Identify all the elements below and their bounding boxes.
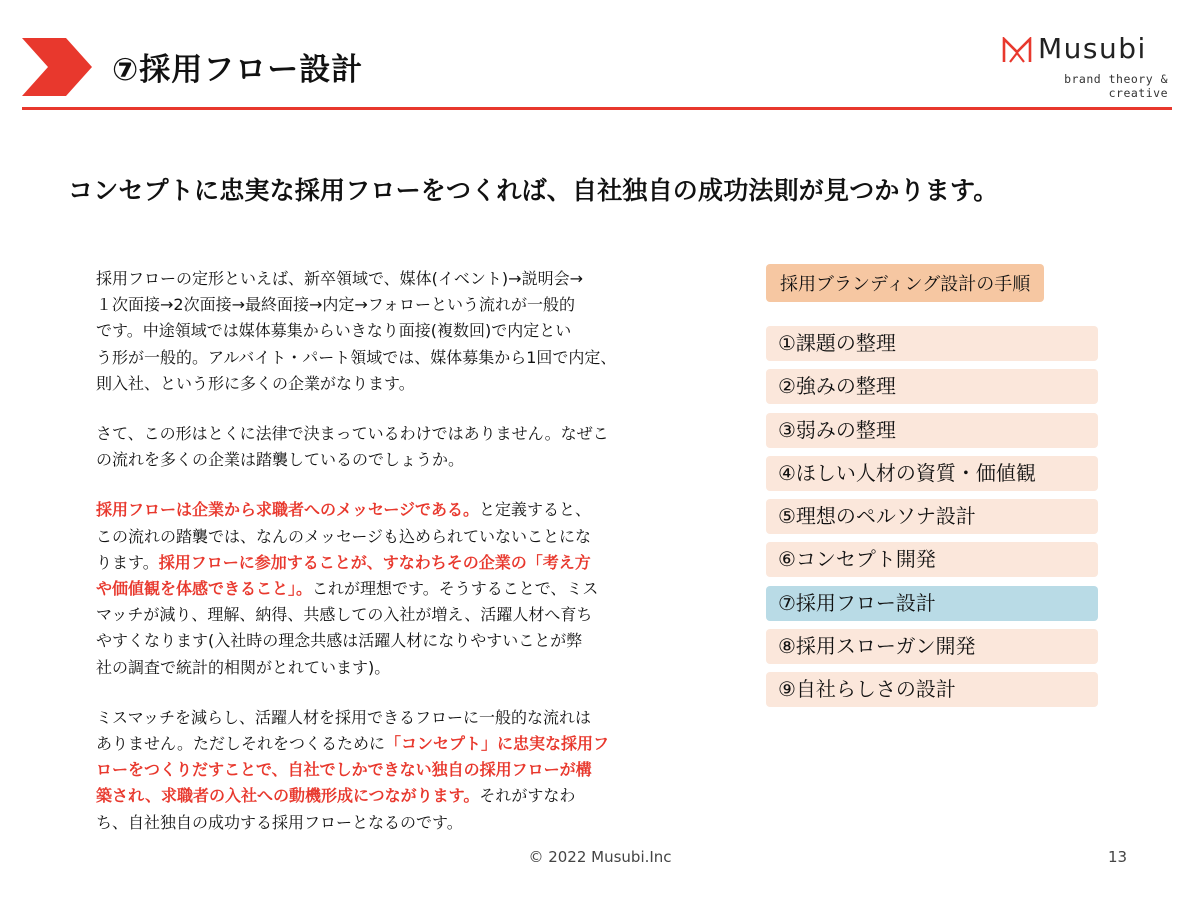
step-item-1: ①課題の整理 bbox=[766, 326, 1098, 361]
step-item-9: ⑨自社らしさの設計 bbox=[766, 672, 1098, 707]
design-steps-panel bbox=[766, 264, 1098, 702]
step-item-6: ⑥コンセプト開発 bbox=[766, 542, 1098, 577]
body-text-span: それがすなわ ち、自社独自の成功する採用フローとなるのです。 bbox=[96, 786, 576, 832]
paragraph-4 bbox=[96, 705, 686, 836]
highlight-text: 採用フローに参加することが、すなわちその企業の「考え方 や価値観を体感できること」。 bbox=[96, 552, 591, 599]
brand-tagline: brand theory & creative bbox=[1064, 72, 1168, 100]
paragraph-3 bbox=[96, 497, 686, 680]
body-text-span: これが理想です。そうすることで、ミス マッチが減り、理解、納得、共感しての入社が増え、活躍人材へ育ち やすくなります(入社時の理念共感は活躍人材になりやすいことが弊 社の調査で統計的相関がとれています)。 bbox=[96, 579, 599, 677]
paragraph-1: 採用フローの定形といえば、新卒領域で、媒体(イベント)→説明会→ １次面接→2次面接→最終面接→内定→フォローという流れが一般的 です。中途領域では媒体募集からいきなり面接(複数回)で内定とい う形が一般的。アルバイト・パート領域では、媒体募集から1回で内定、 則入社、という形に多くの企業がなります。 bbox=[96, 269, 617, 393]
step-item-4: ④ほしい人材の資質・価値観 bbox=[766, 456, 1098, 491]
step-item-5: ⑤理想のペルソナ設計 bbox=[766, 499, 1098, 534]
chevron-arrow-icon bbox=[22, 38, 92, 96]
step-item-7-current: ⑦採用フロー設計 bbox=[766, 586, 1098, 621]
page-title: ⑦採用フロー設計 bbox=[112, 52, 364, 88]
body-text-span: と定義すると、 この流れの踏襲では、なんのメッセージも込められていないことにな ります。 bbox=[96, 500, 592, 572]
copyright: © 2022 Musubi.Inc bbox=[528, 848, 672, 866]
slide-headline: コンセプトに忠実な採用フローをつくれば、自社独自の成功法則が見つかります。 bbox=[68, 176, 999, 205]
step-item-3: ③弱みの整理 bbox=[766, 413, 1098, 448]
step-item-2: ②強みの整理 bbox=[766, 369, 1098, 404]
body-text-span: ミスマッチを減らし、活躍人材を採用できるフローに一般的な流れは ありません。ただしそれをつくるために bbox=[96, 707, 592, 754]
step-list bbox=[766, 326, 1098, 716]
steps-title: 採用ブランディング設計の手順 bbox=[766, 264, 1044, 302]
body-text bbox=[96, 266, 686, 860]
brand-logo bbox=[1000, 32, 1170, 100]
header-divider bbox=[22, 107, 1172, 110]
page-number: 13 bbox=[1108, 848, 1128, 866]
highlight-text: 採用フローは企業から求職者へのメッセージである。 bbox=[96, 500, 480, 520]
paragraph-2: さて、この形はとくに法律で決まっているわけではありません。なぜこ の流れを多くの企業は踏襲しているのでしょうか。 bbox=[96, 424, 609, 470]
step-item-8: ⑧採用スローガン開発 bbox=[766, 629, 1098, 664]
musubi-logo-icon bbox=[1002, 37, 1032, 63]
highlight-text: 「コンセプト」に忠実な採用フ ローをつくりだすことで、自社でしかできない独自の採用フローが構 築され、求職者の入社への動機形成につながります。 bbox=[96, 734, 609, 806]
brand-name: Musubi bbox=[1038, 32, 1147, 65]
